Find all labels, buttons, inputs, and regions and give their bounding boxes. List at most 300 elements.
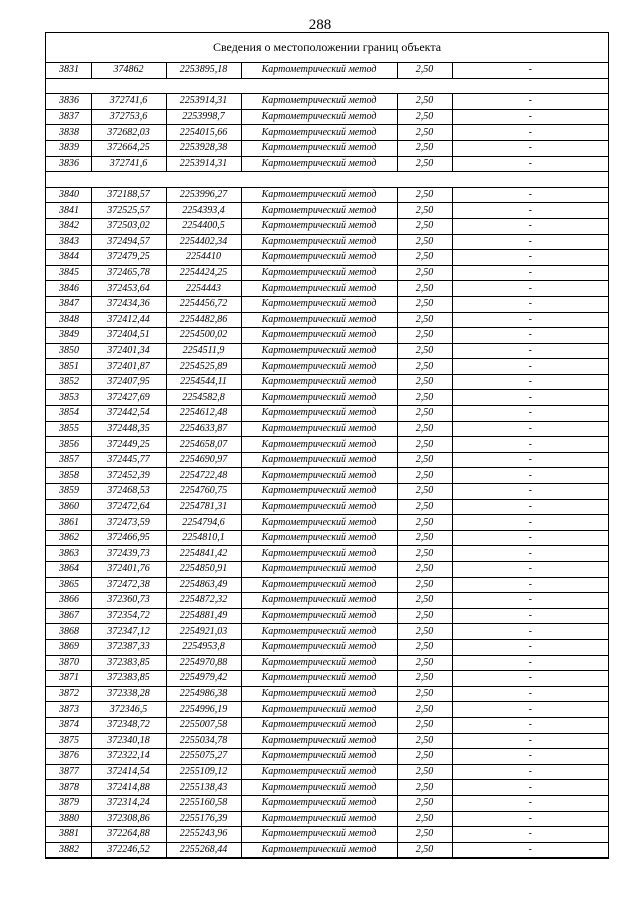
coord-x-cell: 372188,57 [91,187,166,203]
table-row [46,842,608,858]
coord-y-cell: 2254921,03 [166,624,241,640]
accuracy-cell: 2,50 [397,359,452,375]
table-row [46,562,608,578]
coord-x-cell: 372434,36 [91,296,166,312]
table-row [46,234,608,250]
coord-x-cell: 372449,25 [91,437,166,453]
coord-x-cell: 372442,54 [91,406,166,422]
note-cell: - [452,733,608,749]
coord-x-cell: 372347,12 [91,624,166,640]
point-number-cell: 3881 [46,827,91,843]
note-cell: - [452,562,608,578]
method-cell: Картометрический метод [241,390,397,406]
point-number-cell: 3850 [46,343,91,359]
coord-x-cell: 372453,64 [91,281,166,297]
note-cell: - [452,484,608,500]
table-row [46,328,608,344]
accuracy-cell: 2,50 [397,140,452,156]
table-row [46,484,608,500]
table-row [46,811,608,827]
note-cell: - [452,842,608,858]
coord-y-cell: 2254482,86 [166,312,241,328]
coord-x-cell: 372472,64 [91,499,166,515]
coord-x-cell: 372401,87 [91,359,166,375]
coord-y-cell: 2253998,7 [166,109,241,125]
coord-x-cell: 372753,6 [91,109,166,125]
method-cell: Картометрический метод [241,312,397,328]
page-number: 288 [308,17,332,33]
coord-x-cell: 372472,38 [91,577,166,593]
method-cell: Картометрический метод [241,265,397,281]
accuracy-cell: 2,50 [397,530,452,546]
point-number-cell: 3861 [46,515,91,531]
point-number-cell: 3877 [46,764,91,780]
coord-x-cell: 372479,25 [91,250,166,266]
accuracy-cell: 2,50 [397,780,452,796]
coord-y-cell: 2253928,38 [166,140,241,156]
note-cell: - [452,827,608,843]
accuracy-cell: 2,50 [397,63,452,78]
table-row [46,749,608,765]
accuracy-cell: 2,50 [397,562,452,578]
point-number-cell: 3868 [46,624,91,640]
coord-y-cell: 2254970,88 [166,655,241,671]
coord-x-cell: 372314,24 [91,795,166,811]
method-cell: Картометрический метод [241,530,397,546]
accuracy-cell: 2,50 [397,468,452,484]
note-cell: - [452,328,608,344]
table-row [46,296,608,312]
coord-x-cell: 372404,51 [91,328,166,344]
method-cell: Картометрический метод [241,608,397,624]
note-cell: - [452,218,608,234]
accuracy-cell: 2,50 [397,312,452,328]
point-number-cell: 3849 [46,328,91,344]
coord-y-cell: 2254850,91 [166,562,241,578]
accuracy-cell: 2,50 [397,250,452,266]
method-cell: Картометрический метод [241,250,397,266]
coord-y-cell: 2254881,49 [166,608,241,624]
table-row [46,639,608,655]
method-cell: Картометрический метод [241,764,397,780]
coord-y-cell: 2254633,87 [166,421,241,437]
accuracy-cell: 2,50 [397,484,452,500]
method-cell: Картометрический метод [241,780,397,796]
point-number-cell: 3843 [46,234,91,250]
table-row [46,546,608,562]
accuracy-cell: 2,50 [397,234,452,250]
coord-x-cell: 372401,34 [91,343,166,359]
coord-y-cell: 2255176,39 [166,811,241,827]
note-cell: - [452,312,608,328]
coord-x-cell: 372525,57 [91,203,166,219]
coord-y-cell: 2254456,72 [166,296,241,312]
accuracy-cell: 2,50 [397,452,452,468]
accuracy-cell: 2,50 [397,671,452,687]
separator-row [46,78,608,94]
method-cell: Картометрический метод [241,328,397,344]
method-cell: Картометрический метод [241,406,397,422]
note-cell: - [452,702,608,718]
coord-y-cell: 2255007,58 [166,717,241,733]
method-cell: Картометрический метод [241,749,397,765]
note-cell: - [452,593,608,609]
note-cell: - [452,577,608,593]
method-cell: Картометрический метод [241,655,397,671]
table-row [46,780,608,796]
method-cell: Картометрический метод [241,234,397,250]
table-row [46,702,608,718]
coord-x-cell: 372414,88 [91,780,166,796]
coord-y-cell: 2254986,38 [166,686,241,702]
point-number-cell: 3842 [46,218,91,234]
note-cell: - [452,530,608,546]
note-cell: - [452,749,608,765]
table-row [46,671,608,687]
accuracy-cell: 2,50 [397,546,452,562]
table-row [46,624,608,640]
note-cell: - [452,437,608,453]
table-row [46,717,608,733]
coord-x-cell: 372360,73 [91,593,166,609]
table-row [46,406,608,422]
accuracy-cell: 2,50 [397,764,452,780]
point-number-cell: 3856 [46,437,91,453]
note-cell: - [452,764,608,780]
table-row [46,125,608,141]
method-cell: Картометрический метод [241,187,397,203]
point-number-cell: 3874 [46,717,91,733]
coord-x-cell: 372401,76 [91,562,166,578]
point-number-cell: 3875 [46,733,91,749]
point-number-cell: 3857 [46,452,91,468]
table-row [46,593,608,609]
point-number-cell: 3869 [46,639,91,655]
coord-x-cell: 372465,78 [91,265,166,281]
accuracy-cell: 2,50 [397,733,452,749]
coord-x-cell: 372246,52 [91,842,166,858]
coord-x-cell: 372452,39 [91,468,166,484]
coord-y-cell: 2254953,8 [166,639,241,655]
point-number-cell: 3867 [46,608,91,624]
coord-x-cell: 372340,18 [91,733,166,749]
coord-y-cell: 2255109,12 [166,764,241,780]
coord-x-cell: 372383,85 [91,655,166,671]
method-cell: Картометрический метод [241,717,397,733]
table-row [46,686,608,702]
point-number-cell: 3852 [46,374,91,390]
note-cell: - [452,94,608,110]
accuracy-cell: 2,50 [397,437,452,453]
accuracy-cell: 2,50 [397,593,452,609]
table-row [46,187,608,203]
accuracy-cell: 2,50 [397,749,452,765]
accuracy-cell: 2,50 [397,156,452,172]
note-cell: - [452,296,608,312]
coord-y-cell: 2254760,75 [166,484,241,500]
note-cell: - [452,406,608,422]
coord-y-cell: 2255034,78 [166,733,241,749]
table-row [46,281,608,297]
coord-x-cell: 372383,85 [91,671,166,687]
accuracy-cell: 2,50 [397,421,452,437]
note-cell: - [452,795,608,811]
coord-y-cell: 2254525,89 [166,359,241,375]
point-number-cell: 3871 [46,671,91,687]
accuracy-cell: 2,50 [397,94,452,110]
accuracy-cell: 2,50 [397,328,452,344]
method-cell: Картометрический метод [241,63,397,78]
accuracy-cell: 2,50 [397,281,452,297]
table-row [46,795,608,811]
point-number-cell: 3845 [46,265,91,281]
note-cell: - [452,265,608,281]
method-cell: Картометрический метод [241,359,397,375]
coord-y-cell: 2254794,6 [166,515,241,531]
point-number-cell: 3855 [46,421,91,437]
note-cell: - [452,546,608,562]
point-number-cell: 3837 [46,109,91,125]
method-cell: Картометрический метод [241,795,397,811]
accuracy-cell: 2,50 [397,639,452,655]
note-cell: - [452,156,608,172]
method-cell: Картометрический метод [241,125,397,141]
coord-y-cell: 2254410 [166,250,241,266]
note-cell: - [452,499,608,515]
accuracy-cell: 2,50 [397,296,452,312]
table-row [46,374,608,390]
table-row [46,156,608,172]
accuracy-cell: 2,50 [397,125,452,141]
table-row [46,359,608,375]
coord-x-cell: 372412,44 [91,312,166,328]
coord-y-cell: 2255160,58 [166,795,241,811]
coord-y-cell: 2254424,25 [166,265,241,281]
coord-x-cell: 372448,35 [91,421,166,437]
table-row [46,109,608,125]
coord-y-cell: 2255075,27 [166,749,241,765]
separator-row [46,172,608,188]
coord-y-cell: 2254582,8 [166,390,241,406]
coord-y-cell: 2254393,4 [166,203,241,219]
point-number-cell: 3838 [46,125,91,141]
method-cell: Картометрический метод [241,671,397,687]
point-number-cell: 3863 [46,546,91,562]
separator-cell [46,78,608,94]
table-title: Сведения о местоположении границ объекта [46,33,608,63]
point-number-cell: 3839 [46,140,91,156]
note-cell: - [452,63,608,78]
coord-x-cell: 372308,86 [91,811,166,827]
table-row [46,530,608,546]
note-cell: - [452,140,608,156]
note-cell: - [452,359,608,375]
method-cell: Картометрический метод [241,203,397,219]
method-cell: Картометрический метод [241,296,397,312]
note-cell: - [452,187,608,203]
point-number-cell: 3844 [46,250,91,266]
point-number-cell: 3836 [46,94,91,110]
table-row [46,499,608,515]
method-cell: Картометрический метод [241,827,397,843]
accuracy-cell: 2,50 [397,374,452,390]
table-row [46,203,608,219]
method-cell: Картометрический метод [241,374,397,390]
accuracy-cell: 2,50 [397,795,452,811]
coord-x-cell: 372346,5 [91,702,166,718]
table-row [46,421,608,437]
method-cell: Картометрический метод [241,515,397,531]
coord-x-cell: 372348,72 [91,717,166,733]
note-cell: - [452,234,608,250]
coord-x-cell: 372407,95 [91,374,166,390]
table-row [46,312,608,328]
point-number-cell: 3862 [46,530,91,546]
point-number-cell: 3872 [46,686,91,702]
method-cell: Картометрический метод [241,281,397,297]
table-row [46,63,608,78]
coord-x-cell: 372682,03 [91,125,166,141]
coord-y-cell: 2254544,11 [166,374,241,390]
accuracy-cell: 2,50 [397,406,452,422]
method-cell: Картометрический метод [241,546,397,562]
table-row [46,390,608,406]
point-number-cell: 3860 [46,499,91,515]
point-number-cell: 3848 [46,312,91,328]
coord-x-cell: 372387,33 [91,639,166,655]
method-cell: Картометрический метод [241,702,397,718]
coord-y-cell: 2255138,43 [166,780,241,796]
accuracy-cell: 2,50 [397,187,452,203]
point-number-cell: 3854 [46,406,91,422]
note-cell: - [452,421,608,437]
point-number-cell: 3876 [46,749,91,765]
accuracy-cell: 2,50 [397,827,452,843]
note-cell: - [452,109,608,125]
point-number-cell: 3865 [46,577,91,593]
coord-x-cell: 372414,54 [91,764,166,780]
point-number-cell: 3866 [46,593,91,609]
note-cell: - [452,686,608,702]
table-row [46,764,608,780]
coord-y-cell: 2254979,42 [166,671,241,687]
table-row [46,218,608,234]
method-cell: Картометрический метод [241,109,397,125]
coord-y-cell: 2254810,1 [166,530,241,546]
point-number-cell: 3841 [46,203,91,219]
method-cell: Картометрический метод [241,94,397,110]
coord-x-cell: 372439,73 [91,546,166,562]
note-cell: - [452,671,608,687]
method-cell: Картометрический метод [241,218,397,234]
coord-y-cell: 2254500,02 [166,328,241,344]
coord-x-cell: 372468,53 [91,484,166,500]
point-number-cell: 3879 [46,795,91,811]
note-cell: - [452,468,608,484]
point-number-cell: 3851 [46,359,91,375]
boundary-table-sheet [45,32,609,859]
method-cell: Картометрический метод [241,562,397,578]
separator-cell [46,172,608,188]
point-number-cell: 3873 [46,702,91,718]
coord-x-cell: 372741,6 [91,94,166,110]
method-cell: Картометрический метод [241,842,397,858]
coord-y-cell: 2254872,32 [166,593,241,609]
note-cell: - [452,281,608,297]
accuracy-cell: 2,50 [397,608,452,624]
table-row [46,250,608,266]
coord-y-cell: 2254400,5 [166,218,241,234]
table-row [46,655,608,671]
method-cell: Картометрический метод [241,140,397,156]
table-row [46,265,608,281]
point-number-cell: 3840 [46,187,91,203]
note-cell: - [452,452,608,468]
coordinates-table-body [46,63,608,858]
coord-y-cell: 2254841,42 [166,546,241,562]
coord-x-cell: 372445,77 [91,452,166,468]
note-cell: - [452,203,608,219]
coord-y-cell: 2253914,31 [166,94,241,110]
note-cell: - [452,624,608,640]
point-number-cell: 3870 [46,655,91,671]
point-number-cell: 3864 [46,562,91,578]
note-cell: - [452,639,608,655]
coord-y-cell: 2254015,66 [166,125,241,141]
table-row [46,577,608,593]
table-row [46,733,608,749]
point-number-cell: 3858 [46,468,91,484]
accuracy-cell: 2,50 [397,218,452,234]
accuracy-cell: 2,50 [397,203,452,219]
point-number-cell: 3882 [46,842,91,858]
method-cell: Картометрический метод [241,639,397,655]
coord-x-cell: 372322,14 [91,749,166,765]
note-cell: - [452,390,608,406]
accuracy-cell: 2,50 [397,842,452,858]
table-row [46,437,608,453]
coord-y-cell: 2254722,48 [166,468,241,484]
coord-y-cell: 2254658,07 [166,437,241,453]
coord-x-cell: 372494,57 [91,234,166,250]
point-number-cell: 3859 [46,484,91,500]
accuracy-cell: 2,50 [397,811,452,827]
note-cell: - [452,343,608,359]
method-cell: Картометрический метод [241,733,397,749]
note-cell: - [452,515,608,531]
method-cell: Картометрический метод [241,593,397,609]
coord-y-cell: 2254863,49 [166,577,241,593]
note-cell: - [452,374,608,390]
table-row [46,827,608,843]
coord-x-cell: 372473,59 [91,515,166,531]
coord-y-cell: 2253996,27 [166,187,241,203]
accuracy-cell: 2,50 [397,624,452,640]
coord-y-cell: 2254443 [166,281,241,297]
accuracy-cell: 2,50 [397,265,452,281]
coord-x-cell: 372664,25 [91,140,166,156]
coord-x-cell: 372466,95 [91,530,166,546]
note-cell: - [452,125,608,141]
coordinates-table [46,63,608,858]
table-row [46,140,608,156]
note-cell: - [452,608,608,624]
coord-y-cell: 2254690,97 [166,452,241,468]
coord-y-cell: 2254996,19 [166,702,241,718]
coord-y-cell: 2253914,31 [166,156,241,172]
accuracy-cell: 2,50 [397,702,452,718]
coord-y-cell: 2255243,96 [166,827,241,843]
